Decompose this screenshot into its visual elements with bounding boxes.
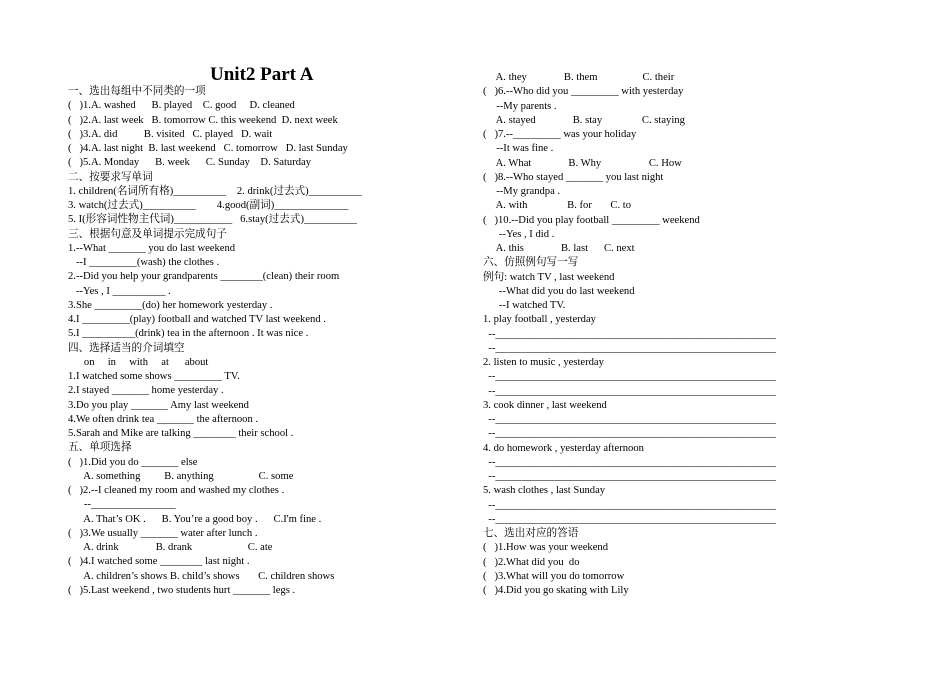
worksheet-line: ( )3.What will you do tomorrow — [483, 570, 625, 582]
worksheet-line: --Yes , I __________ . — [68, 285, 171, 297]
worksheet-line: --It was fine . — [483, 143, 554, 155]
worksheet-line: 1. play football , yesterday — [483, 314, 596, 326]
worksheet-line: 七、选出对应的答语 — [483, 528, 579, 539]
worksheet-line: ( )3.A. did B. visited C. played D. wait — [68, 128, 273, 140]
worksheet-line: --_____________________________________________________ — [483, 513, 777, 525]
worksheet-line: --My grandpa . — [483, 186, 561, 197]
worksheet-line: ( )7.--_________ was your holiday — [483, 129, 637, 140]
worksheet-line: 5.Sarah and Mike are talking ________ their school . — [68, 428, 294, 439]
worksheet-line: ( )1.How was your weekend — [483, 542, 609, 554]
worksheet-line: --_____________________________________________________ — [483, 385, 777, 397]
worksheet-line: --_____________________________________________________ — [483, 342, 777, 354]
worksheet-line: 4. do homework , yesterday afternoon — [483, 442, 644, 454]
worksheet-line: ( )2.A. last week B. tomorrow C. this weekend D. next week — [68, 114, 338, 126]
worksheet-line: ( )1.Did you do _______ else — [68, 456, 198, 468]
worksheet-line: --I _________(wash) the clothes . — [68, 257, 220, 268]
worksheet-line: ( )2.What did you do — [483, 556, 580, 568]
worksheet-line: ( )5.Last weekend , two students hurt _______ legs . — [68, 584, 296, 596]
worksheet-line: 二、按要求写单词 — [68, 171, 153, 183]
worksheet-line: A. they B. them C. their — [483, 72, 675, 83]
worksheet-line: ( )4.A. last night B. last weekend C. tomorrow D. last Sunday — [68, 143, 348, 154]
worksheet-line: --I watched TV. — [483, 300, 566, 311]
worksheet-line: A. this B. last C. next — [483, 243, 635, 254]
worksheet-line: 4.We often drink tea _______ the afternoon . — [68, 413, 259, 425]
worksheet-line: A. with B. for C. to — [483, 200, 632, 212]
worksheet-line: 2.--Did you help your grandparents ________(clean) their room — [68, 271, 340, 283]
worksheet-line: 2. listen to music , yesterday — [483, 357, 604, 368]
worksheet-line: --_____________________________________________________ — [483, 428, 777, 440]
worksheet-line: A. stayed B. stay C. staying — [483, 114, 685, 126]
worksheet-line: --_____________________________________________________ — [483, 371, 777, 383]
worksheet-line: --_____________________________________________________ — [483, 328, 777, 340]
worksheet-line: 1.I watched some shows _________ TV. — [68, 371, 240, 382]
worksheet-line: 五、单项选择 — [68, 442, 132, 454]
worksheet-line: ( )8.--Who stayed _______ you last night — [483, 171, 664, 183]
worksheet-line: A. That’s OK . B. You’re a good boy . C.I'm fine . — [68, 513, 322, 525]
worksheet-line: A. What B. Why C. How — [483, 157, 682, 169]
worksheet-line: ( )3.We usually _______ water after lunch . — [68, 527, 258, 539]
worksheet-line: 三、根据句意及单词提示完成句子 — [68, 228, 227, 240]
worksheet-line: ( )10.--Did you play football _________ weekend — [483, 214, 700, 226]
worksheet-line: 1. children(名词所有格)__________ 2. drink(过去式)__________ — [68, 185, 362, 197]
page-title: Unit2 Part A — [210, 64, 314, 85]
worksheet-line: --My parents . — [483, 100, 557, 112]
worksheet-line: 4.I _________(play) football and watched TV last weekend . — [68, 314, 326, 325]
worksheet-line: A. something B. anything C. some — [68, 470, 294, 482]
worksheet-line: 一、选出每组中不同类的一项 — [68, 86, 206, 97]
worksheet-line: ( )4.Did you go skating with Lily — [483, 585, 629, 596]
worksheet-line: A. children’s shows B. child’s shows C. children shows — [68, 570, 335, 582]
worksheet-line: 5.I __________(drink) tea in the afternoon . It was nice . — [68, 328, 309, 340]
worksheet-line: 例句: watch TV , last weekend — [483, 271, 615, 283]
worksheet-line: 3.She _________(do) her homework yesterday . — [68, 299, 273, 311]
worksheet-line: 四、选择适当的介词填空 — [68, 342, 185, 354]
worksheet-line: 2.I stayed _______ home yesterday . — [68, 385, 224, 397]
worksheet-line: ( )1.A. washed B. played C. good D. cleaned — [68, 100, 295, 112]
worksheet-line: --_____________________________________________________ — [483, 499, 777, 511]
worksheet-line: on in with at about — [68, 356, 209, 368]
worksheet-line: 1.--What _______ you do last weekend — [68, 242, 236, 254]
worksheet-line: 3.Do you play _______ Amy last weekend — [68, 399, 249, 411]
worksheet-line: --Yes , I did . — [483, 228, 555, 240]
worksheet-line: --What did you do last weekend — [483, 285, 635, 297]
worksheet-line: --_____________________________________________________ — [483, 456, 777, 468]
worksheet-line: ( )5.A. Monday B. week C. Sunday D. Saturday — [68, 157, 312, 169]
worksheet-line: 5. I(形容词性物主代词)___________ 6.stay(过去式)__________ — [68, 214, 357, 226]
worksheet-line: ( )4.I watched some ________ last night . — [68, 556, 250, 568]
worksheet-line: 3. cook dinner , last weekend — [483, 399, 607, 411]
worksheet-line: ( )2.--I cleaned my room and washed my clothes . — [68, 485, 285, 496]
worksheet-line: --_____________________________________________________ — [483, 414, 777, 425]
worksheet-line: 六、仿照例句写一写 — [483, 257, 579, 269]
worksheet-line: 5. wash clothes , last Sunday — [483, 485, 606, 497]
worksheet-line: 3. watch(过去式)__________ 4.good(副词)______________ — [68, 200, 349, 211]
worksheet-line: A. drink B. drank C. ate — [68, 542, 273, 553]
worksheet-line: --_____________________________________________________ — [483, 471, 777, 482]
worksheet-line: ( )6.--Who did you _________ with yesterday — [483, 86, 684, 98]
worksheet-line: --________________ — [68, 499, 176, 511]
